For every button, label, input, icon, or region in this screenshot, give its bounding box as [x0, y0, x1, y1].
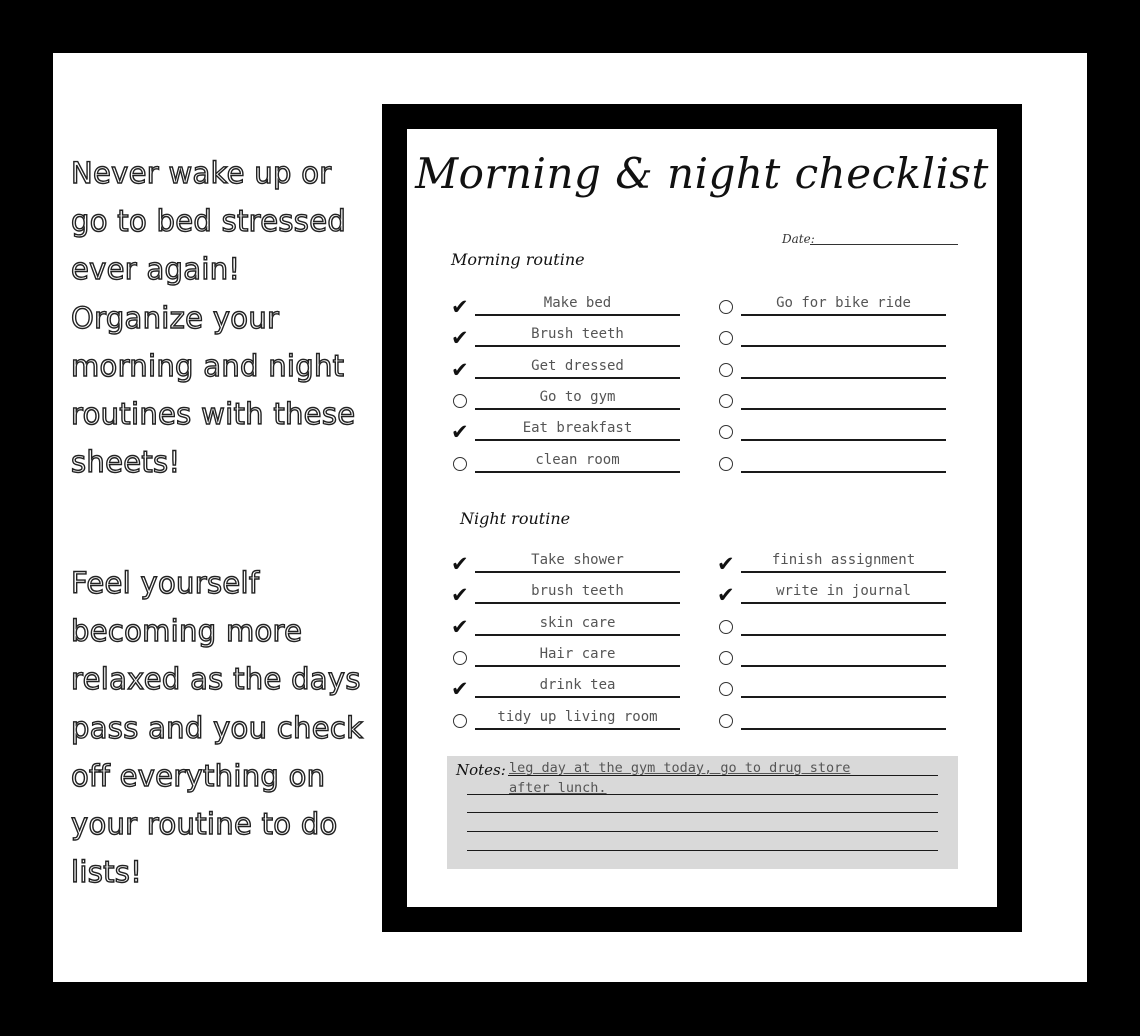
- empty-circle-icon[interactable]: [453, 714, 467, 728]
- checklist-item[interactable]: [717, 582, 957, 606]
- notes-line: [467, 812, 938, 813]
- checklist-item[interactable]: [451, 645, 691, 669]
- checklist-item-text: Hair care: [539, 645, 616, 662]
- writing-line: [741, 408, 946, 410]
- checklist-item[interactable]: [717, 614, 957, 638]
- writing-line: [475, 665, 680, 667]
- checklist-item[interactable]: [451, 388, 691, 412]
- checklist-item[interactable]: [451, 294, 691, 318]
- empty-circle-icon[interactable]: [453, 651, 467, 665]
- date-field-line: [810, 244, 958, 245]
- writing-line: [741, 634, 946, 636]
- notes-line: [467, 831, 938, 832]
- checklist-item[interactable]: [717, 551, 957, 575]
- writing-line: [741, 571, 946, 573]
- pitch-paragraph-1: Never wake up or go to bed stressed ever again! Organize your morning and night routines with these sheets!: [71, 156, 356, 480]
- date-label: Date:: [782, 232, 815, 246]
- writing-line: [741, 377, 946, 379]
- writing-line: [741, 728, 946, 730]
- checklist-item-text: tidy up living room: [497, 708, 658, 725]
- writing-line: [741, 345, 946, 347]
- product-poster: [53, 53, 1087, 982]
- writing-line: [741, 696, 946, 698]
- checklist-item-text: Eat breakfast: [522, 420, 633, 437]
- empty-circle-icon[interactable]: [719, 620, 733, 634]
- checklist-item-text: Take shower: [531, 552, 624, 568]
- empty-circle-icon[interactable]: [453, 394, 467, 408]
- empty-circle-icon[interactable]: [719, 457, 733, 471]
- checklist-item-text: Go to gym: [539, 388, 616, 405]
- check-mark-icon[interactable]: ✔: [451, 326, 469, 351]
- checklist-item-text: Get dressed: [531, 357, 624, 374]
- checklist-item[interactable]: [451, 357, 691, 381]
- checklist-item[interactable]: [451, 614, 691, 638]
- writing-line: [741, 665, 946, 667]
- checklist-item-text: Go for bike ride: [776, 295, 911, 311]
- check-mark-icon[interactable]: ✔: [717, 552, 735, 576]
- checklist-item-text: Make bed: [543, 295, 612, 311]
- notes-line: [467, 794, 938, 795]
- checklist-item[interactable]: [451, 676, 691, 700]
- check-mark-icon[interactable]: ✔: [451, 420, 469, 445]
- writing-line: [475, 728, 680, 730]
- checklist-item[interactable]: [717, 388, 957, 412]
- checklist-item-text: write in journal: [776, 583, 911, 600]
- notes-box: [447, 756, 958, 869]
- check-mark-icon[interactable]: ✔: [451, 583, 469, 608]
- checklist-item[interactable]: [451, 451, 691, 475]
- checklist-item[interactable]: [451, 582, 691, 606]
- checklist-item[interactable]: [717, 645, 957, 669]
- writing-line: [475, 408, 680, 410]
- checklist-item[interactable]: [451, 419, 691, 443]
- empty-circle-icon[interactable]: [719, 714, 733, 728]
- writing-line: [475, 377, 680, 379]
- empty-circle-icon[interactable]: [453, 457, 467, 471]
- night-routine-title: Night routine: [460, 509, 571, 528]
- writing-line: [741, 439, 946, 441]
- checklist-item-text: brush teeth: [531, 583, 624, 600]
- writing-line: [475, 571, 680, 573]
- check-mark-icon[interactable]: ✔: [451, 614, 469, 639]
- writing-line: [475, 634, 680, 636]
- checklist-item-text: skin care: [539, 614, 616, 631]
- checklist-item[interactable]: [717, 451, 957, 475]
- writing-line: [475, 314, 680, 316]
- empty-circle-icon[interactable]: [719, 394, 733, 408]
- writing-line: [741, 602, 946, 604]
- notes-line: [508, 775, 938, 776]
- sheet-frame: [382, 104, 1022, 932]
- writing-line: [475, 602, 680, 604]
- notes-label: Notes:: [456, 761, 506, 779]
- empty-circle-icon[interactable]: [719, 363, 733, 377]
- pitch-paragraph-2: Feel yourself becoming more relaxed as the days pass and you check off everything on your routine to do lists!: [71, 566, 364, 890]
- writing-line: [475, 696, 680, 698]
- notes-text: leg day at the gym today, go to drug store after lunch.: [509, 760, 851, 796]
- checklist-sheet: [407, 129, 997, 907]
- checklist-item[interactable]: [717, 708, 957, 732]
- writing-line: [741, 314, 946, 316]
- checklist-item[interactable]: [717, 294, 957, 318]
- checklist-item[interactable]: [451, 708, 691, 732]
- check-mark-icon[interactable]: ✔: [451, 677, 469, 702]
- empty-circle-icon[interactable]: [719, 300, 733, 314]
- checklist-item[interactable]: [717, 419, 957, 443]
- checklist-item[interactable]: [717, 676, 957, 700]
- checklist-item[interactable]: [451, 551, 691, 575]
- checklist-item-text: finish assignment: [771, 552, 916, 568]
- checklist-item-text: clean room: [535, 451, 620, 468]
- checklist-item[interactable]: [717, 325, 957, 349]
- writing-line: [475, 345, 680, 347]
- empty-circle-icon[interactable]: [719, 425, 733, 439]
- checklist-item-text: Brush teeth: [531, 326, 624, 343]
- sheet-title: Morning & night checklist: [415, 149, 989, 198]
- writing-line: [475, 439, 680, 441]
- empty-circle-icon[interactable]: [719, 331, 733, 345]
- check-mark-icon[interactable]: ✔: [451, 357, 469, 382]
- checklist-item-text: drink tea: [539, 677, 616, 694]
- writing-line: [741, 471, 946, 473]
- checklist-item[interactable]: [451, 325, 691, 349]
- notes-line: [467, 850, 938, 851]
- empty-circle-icon[interactable]: [719, 682, 733, 696]
- empty-circle-icon[interactable]: [719, 651, 733, 665]
- check-mark-icon[interactable]: ✔: [451, 295, 469, 319]
- morning-routine-title: Morning routine: [451, 250, 585, 269]
- checklist-item[interactable]: [717, 357, 957, 381]
- writing-line: [475, 471, 680, 473]
- check-mark-icon[interactable]: ✔: [717, 583, 735, 608]
- check-mark-icon[interactable]: ✔: [451, 552, 469, 576]
